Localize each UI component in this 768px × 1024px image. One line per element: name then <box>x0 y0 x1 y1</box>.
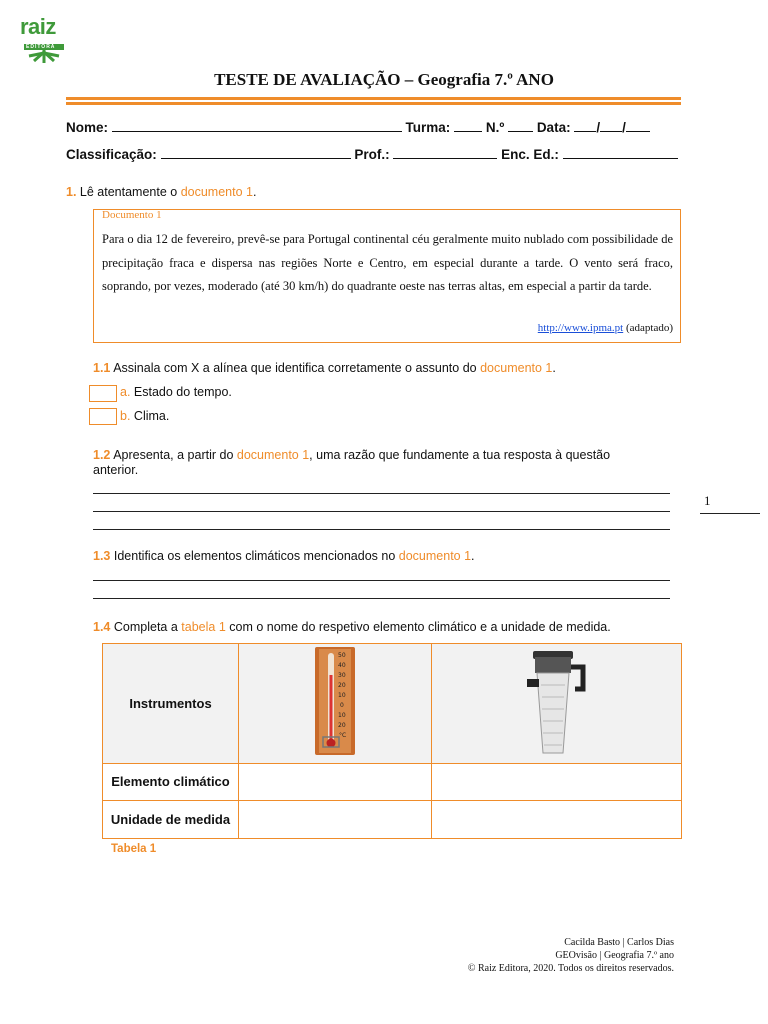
table-1 <box>102 643 682 839</box>
classification-label: Classificação: <box>66 147 157 162</box>
page-title: TESTE DE AVALIAÇÃO – Geografia 7.º ANO <box>214 70 554 89</box>
date-month-field[interactable] <box>600 119 622 132</box>
number-field[interactable] <box>508 119 533 132</box>
answer-line[interactable] <box>93 598 670 599</box>
thermometer-cell <box>239 644 432 764</box>
answer-line[interactable] <box>93 529 670 530</box>
answer-line[interactable] <box>93 511 670 512</box>
title-rule <box>66 102 681 105</box>
thermo-tick-label: 0 <box>340 702 344 709</box>
date-label: Data: <box>536 120 571 135</box>
thermometer-icon <box>311 645 359 757</box>
turma-field[interactable] <box>454 119 482 132</box>
number-label: N.º <box>485 120 505 135</box>
option-b: b. Clima. <box>120 409 170 423</box>
turma-label: Turma: <box>405 120 451 135</box>
unit-answer-cell[interactable] <box>239 801 432 839</box>
title-rule <box>66 97 681 100</box>
brand-sub: EDITORA <box>26 44 56 50</box>
page-number-rule <box>700 513 760 514</box>
guardian-field[interactable] <box>563 146 678 159</box>
document-1-title: Documento 1 <box>102 209 162 221</box>
thermo-tick-label: 50 <box>338 652 346 659</box>
student-info-row-2 <box>66 146 678 162</box>
thermo-tick-label: 40 <box>338 662 346 669</box>
student-info-row-1: Nome: Turma: N.º Data: / / <box>66 119 650 135</box>
footer-authors: Cacilda Basto | Carlos Dias <box>564 937 674 948</box>
page-number: 1 <box>704 493 711 508</box>
thermo-tick-label: 20 <box>338 722 346 729</box>
name-label: Nome: <box>66 120 109 135</box>
teacher-field[interactable] <box>393 146 497 159</box>
name-field[interactable] <box>112 119 402 132</box>
thermo-tick-label: 20 <box>338 682 346 689</box>
document-1-text: Para o dia 12 de fevereiro, prevê-se para Portugal continental céu geralmente muito nublado com possibilidade de precipitação fraca e dispersa nas regiões Norte e Centro, em especial durante a tarde. O vento será fraco, soprando, por vezes, moderado (até 30 km/h) do quadrante oeste nas terras altas, em especial a partir da tarde. <box>102 232 673 293</box>
question-1-1: 1.1 Assinala com X a alínea que identifica corretamente o assunto do documento 1. <box>93 361 556 375</box>
thermo-tick-label: °C <box>339 732 347 739</box>
teacher-label: Prof.: <box>354 147 390 162</box>
date-day-field[interactable] <box>574 119 596 132</box>
option-a-checkbox[interactable] <box>89 385 117 402</box>
row-label-unit: Unidade de medida <box>103 801 239 839</box>
option-b-checkbox[interactable] <box>89 408 117 425</box>
unit-answer-cell[interactable] <box>432 801 682 839</box>
element-answer-cell[interactable] <box>239 764 432 801</box>
table-1-caption: Tabela 1 <box>111 843 157 855</box>
footer-book: GEOvisão | Geografia 7.º ano <box>555 950 674 961</box>
brand-logo: raiz <box>20 14 56 39</box>
row-label-element: Elemento climático <box>103 764 239 801</box>
question-1-2: 1.2 Apresenta, a partir do documento 1, uma razão que fundamente a tua resposta à questão anterior. <box>93 448 611 477</box>
source-note: (adaptado) <box>625 322 673 334</box>
rain-gauge-icon <box>517 645 597 757</box>
answer-line[interactable] <box>93 493 670 494</box>
thermo-tick-label: 10 <box>338 712 346 719</box>
thermo-tick-label: 30 <box>338 672 346 679</box>
document-1-source <box>538 322 673 334</box>
thermo-tick-label: 10 <box>338 692 346 699</box>
question-1: 1. Lê atentamente o documento 1. <box>66 185 257 199</box>
classification-field[interactable] <box>161 146 351 159</box>
question-1-4: 1.4 Completa a tabela 1 com o nome do respetivo elemento climático e a unidade de medida. <box>93 620 611 634</box>
element-answer-cell[interactable] <box>432 764 682 801</box>
source-link[interactable]: http://www.ipma.pt <box>537 322 624 334</box>
question-1-3: 1.3 Identifica os elementos climáticos mencionados no documento 1. <box>93 549 475 563</box>
answer-line[interactable] <box>93 580 670 581</box>
row-label-instruments: Instrumentos <box>103 644 239 764</box>
date-year-field[interactable] <box>626 119 650 132</box>
option-a: a. Estado do tempo. <box>120 385 232 399</box>
footer-copyright: © Raiz Editora, 2020. Todos os direitos reservados. <box>467 963 674 974</box>
rain-gauge-cell <box>432 644 682 764</box>
guardian-label: Enc. Ed.: <box>501 147 559 162</box>
